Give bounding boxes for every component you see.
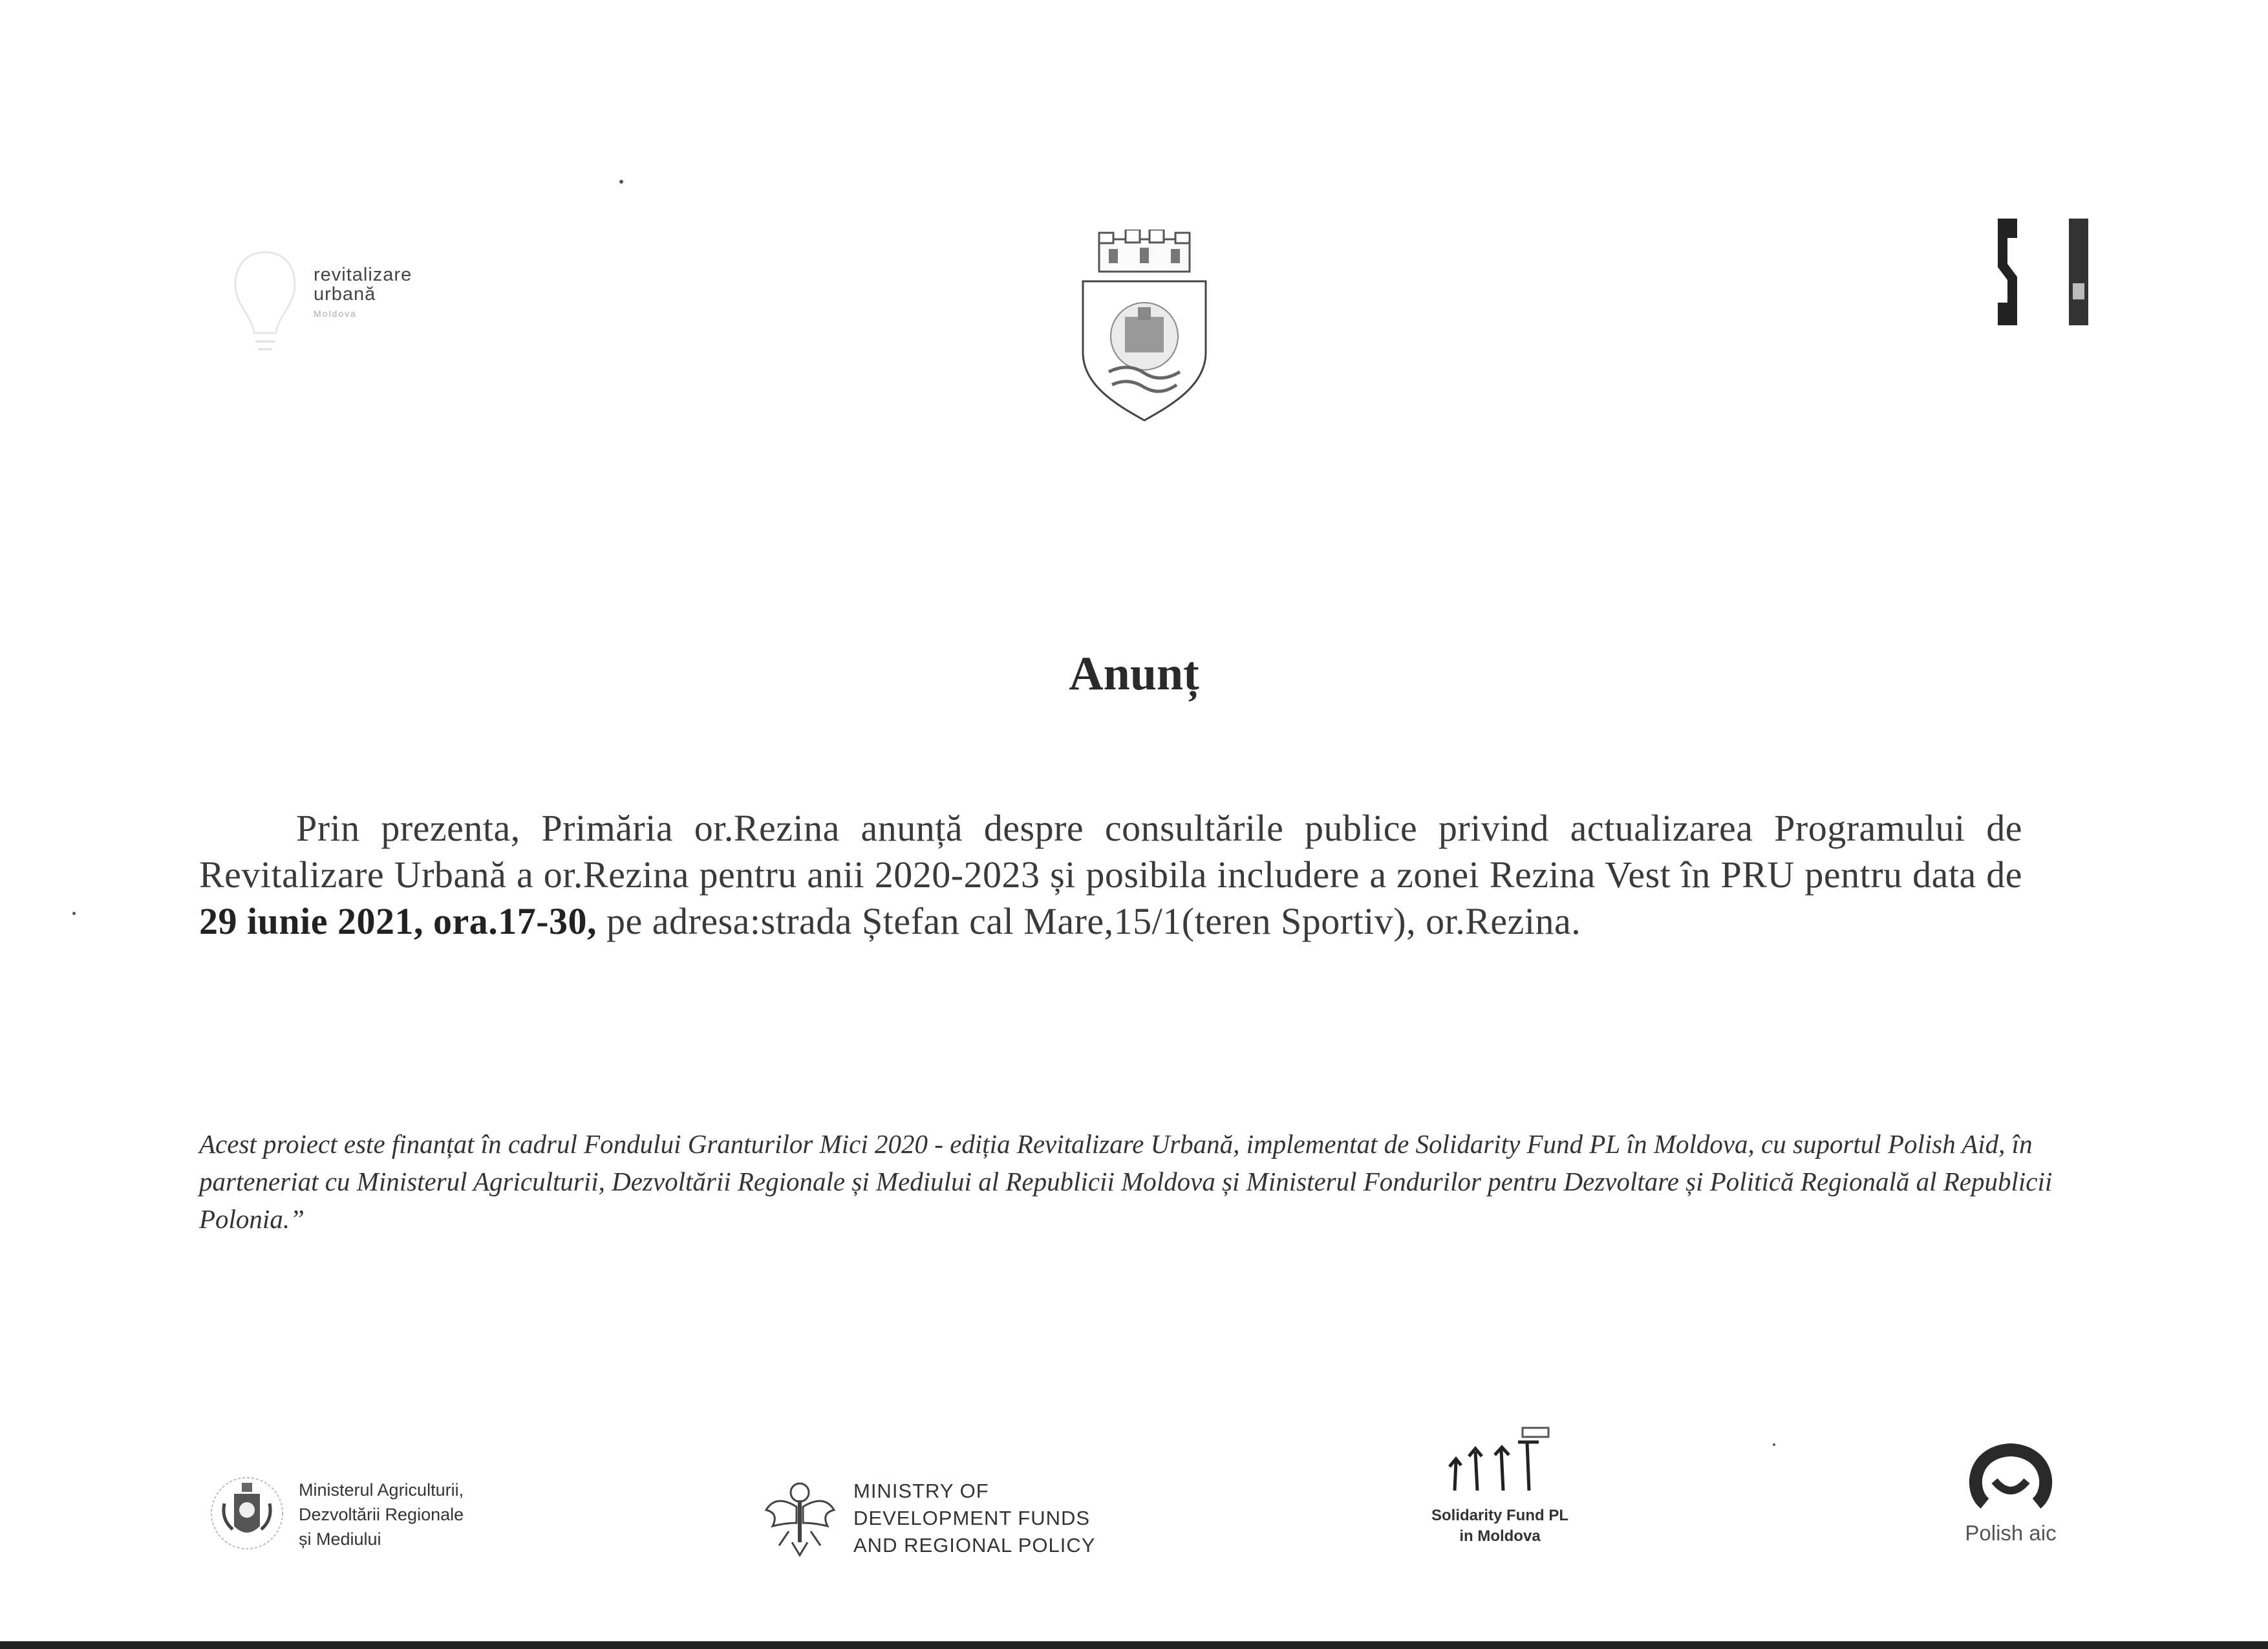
polish-aid-mark-icon: [1965, 1442, 2056, 1513]
sfm-line1: Solidarity Fund PL: [1431, 1507, 1568, 1524]
scan-speck: [72, 912, 76, 915]
sfm-line2: in Moldova: [1459, 1527, 1541, 1545]
polish-aid-logo: [1940, 1442, 2082, 1552]
polish-eagle-icon: [763, 1474, 837, 1558]
polish-aid-text: Polish aic: [1965, 1521, 2057, 1545]
revitalizare-logo-line2: urbană: [314, 284, 376, 305]
announcement-body: [199, 805, 2022, 945]
madrm-line1: Ministerul Agriculturii,: [299, 1480, 464, 1500]
revitalizare-logo-text: [314, 265, 412, 323]
scan-speck: [1773, 1443, 1775, 1446]
announcement-date-time: 29 iunie 2021, ora.17-30,: [199, 900, 597, 942]
announcement-body-part1: Prin prezenta, Primăria or.Rezina anunță despre consultările publice privind actualizarea Programului de Revitalizare Urbană a or.Rezina pentru anii 2020-2023 și posibila includere a zonei Rezina Vest în PRU pentru data de: [199, 807, 2022, 896]
funding-note: Acest proiect este finanțat în cadrul Fondului Granturilor Mici 2020 - ediția Revitalizare Urbană, implementat de Solidarity Fund PL în Moldova, cu suportul Polish Aid, în parteneriat cu Ministerul Agriculturii, Dezvoltării Regionale și Mediului al Republicii Moldova și Ministerul Fondurilor pentru Dezvoltare și Politică Regională al Republicii Polonia.”: [199, 1129, 2053, 1234]
revitalizare-logo-line1: revitalizare: [314, 264, 412, 285]
solidarity-fund-text: [1416, 1505, 1584, 1547]
mfipr-logo-text: [853, 1478, 1095, 1559]
mfipr-line2: DEVELOPMENT FUNDS: [853, 1507, 1091, 1529]
madrm-line2: Dezvoltării Regionale: [299, 1505, 464, 1524]
revitalizare-logo-line3: Moldova: [314, 308, 357, 319]
scan-bottom-edge: [0, 1641, 2268, 1649]
lightbulb-icon: [230, 246, 301, 362]
solidarity-fund-logo: [1416, 1423, 1584, 1558]
scan-speck: [619, 180, 623, 184]
madrm-line3: și Mediului: [299, 1529, 381, 1549]
revitalizare-urbana-logo: [230, 246, 443, 362]
solidarity-fund-mark-icon: [1442, 1423, 1558, 1500]
madrm-logo: [208, 1465, 512, 1562]
page-title: Anunț: [1069, 647, 1199, 700]
coat-of-arms-icon: [1076, 230, 1212, 424]
mfipr-logo: [763, 1471, 1125, 1562]
mfipr-line1: MINISTRY OF: [853, 1480, 989, 1502]
moldova-emblem-icon: [208, 1465, 292, 1562]
sf-corner-logo-icon: [1991, 219, 2098, 325]
mfipr-line3: AND REGIONAL POLICY: [853, 1534, 1096, 1557]
madrm-logo-text: [299, 1478, 464, 1551]
announcement-body-part2: pe adresa:strada Ștefan cal Mare,15/1(teren Sportiv), or.Rezina.: [597, 900, 1581, 942]
